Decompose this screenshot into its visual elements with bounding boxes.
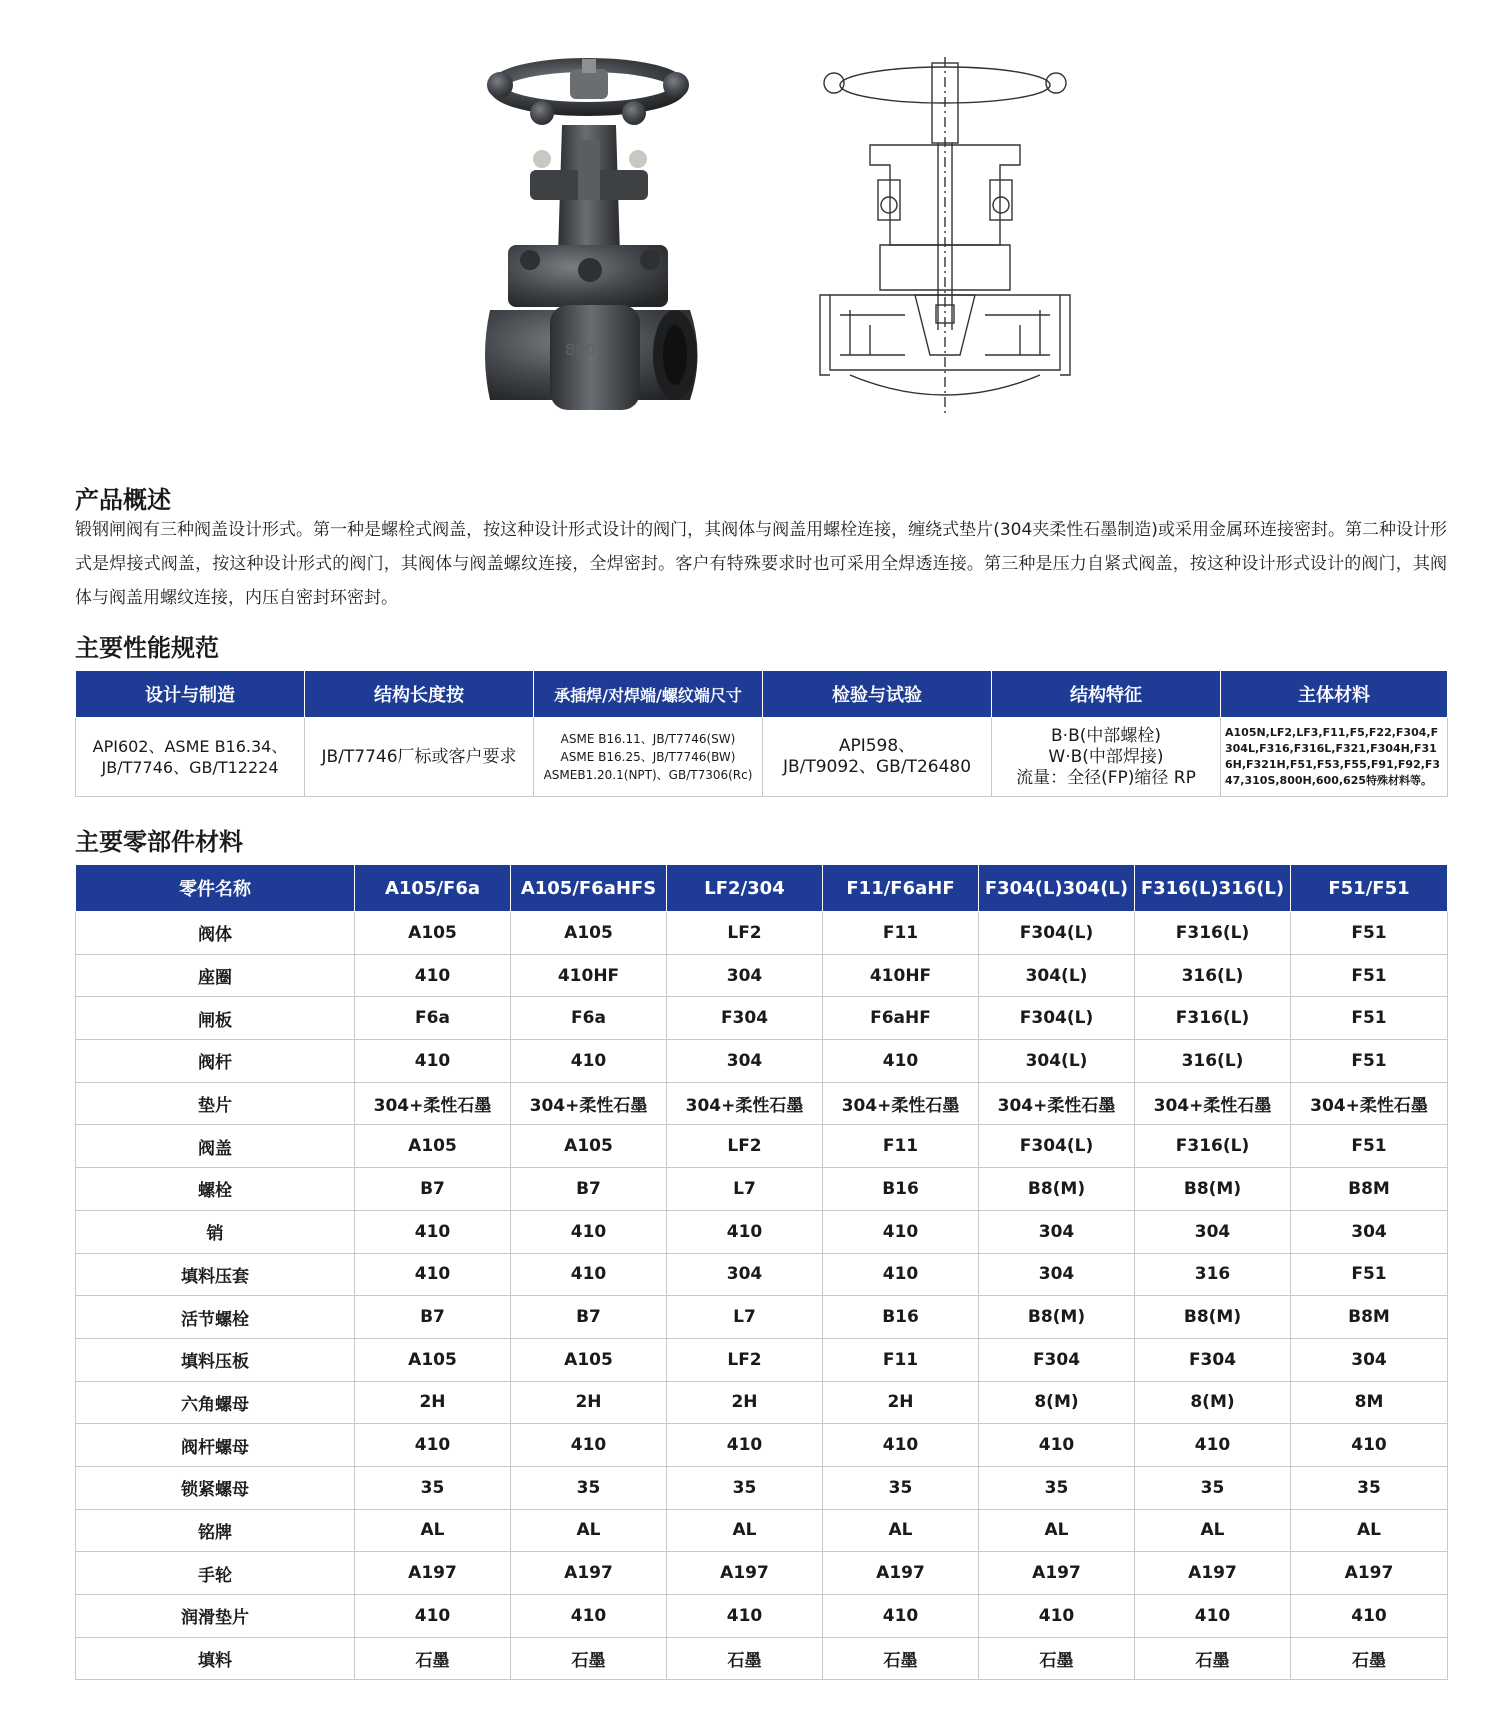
overview-title: 产品概述 <box>75 486 171 514</box>
material-cell: 8(M) <box>1135 1381 1291 1424</box>
table-row <box>76 1552 1448 1595</box>
material-cell: 石墨 <box>1135 1637 1291 1680</box>
material-cell: 35 <box>511 1466 667 1509</box>
material-cell: 304 <box>1291 1210 1448 1253</box>
material-cell: 石墨 <box>979 1637 1135 1680</box>
material-cell: B8(M) <box>1135 1168 1291 1211</box>
table-row <box>76 1168 1448 1211</box>
material-cell: 410 <box>355 1424 511 1467</box>
material-cell: 35 <box>667 1466 823 1509</box>
material-cell: 石墨 <box>823 1637 979 1680</box>
materials-header-col: LF2/304 <box>667 865 823 912</box>
perf-ends-line: ASME B16.25、JB/T7746(BW) <box>560 750 736 764</box>
materials-header-col: A105/F6aHFS <box>511 865 667 912</box>
material-cell: 410 <box>1291 1424 1448 1467</box>
material-cell: 316 <box>1135 1253 1291 1296</box>
material-cell: A197 <box>1135 1552 1291 1595</box>
material-cell: 35 <box>1135 1466 1291 1509</box>
material-cell: 35 <box>979 1466 1135 1509</box>
material-cell: 410 <box>355 1595 511 1638</box>
perf-features-line: 流量：全径(FP)缩径 RP <box>1016 767 1196 788</box>
material-cell: 石墨 <box>511 1637 667 1680</box>
material-cell: 410 <box>979 1595 1135 1638</box>
material-cell: F11 <box>823 1125 979 1168</box>
table-row <box>76 1466 1448 1509</box>
materials-table <box>75 864 1448 1680</box>
material-cell: 石墨 <box>1291 1637 1448 1680</box>
material-cell: F6aHF <box>823 997 979 1040</box>
material-cell: F51 <box>1291 997 1448 1040</box>
table-row <box>76 1338 1448 1381</box>
table-row <box>76 1381 1448 1424</box>
perf-header-design: 设计与制造 <box>76 671 305 718</box>
table-row <box>76 1253 1448 1296</box>
performance-row <box>76 718 1448 797</box>
material-cell: 410 <box>823 1253 979 1296</box>
material-cell: 304+柔性石墨 <box>355 1082 511 1125</box>
material-cell: 2H <box>355 1381 511 1424</box>
material-cell: 304+柔性石墨 <box>979 1082 1135 1125</box>
material-cell: 410 <box>667 1424 823 1467</box>
part-name-cell: 手轮 <box>76 1552 355 1595</box>
perf-design-line: JB/T7746、GB/T12224 <box>101 758 279 777</box>
material-cell: F304 <box>1135 1338 1291 1381</box>
material-cell: F11 <box>823 1338 979 1381</box>
material-cell: A197 <box>979 1552 1135 1595</box>
part-name-cell: 阀杆 <box>76 1040 355 1083</box>
material-cell: AL <box>511 1509 667 1552</box>
material-cell: 304+柔性石墨 <box>1291 1082 1448 1125</box>
material-cell: 8M <box>1291 1381 1448 1424</box>
material-cell: A197 <box>355 1552 511 1595</box>
materials-header-col: F11/F6aHF <box>823 865 979 912</box>
part-name-cell: 填料压套 <box>76 1253 355 1296</box>
materials-header-col: F51/F51 <box>1291 865 1448 912</box>
perf-testing <box>763 718 992 797</box>
material-cell: 410 <box>355 1210 511 1253</box>
material-cell: 410 <box>511 1210 667 1253</box>
material-cell: 304 <box>1135 1210 1291 1253</box>
material-cell: B7 <box>511 1168 667 1211</box>
material-cell: AL <box>667 1509 823 1552</box>
table-row <box>76 1082 1448 1125</box>
part-name-cell: 六角螺母 <box>76 1381 355 1424</box>
perf-design <box>76 718 305 797</box>
material-cell: F304(L) <box>979 997 1135 1040</box>
material-cell: B7 <box>355 1168 511 1211</box>
material-cell: F51 <box>1291 1253 1448 1296</box>
material-cell: 410 <box>667 1595 823 1638</box>
material-cell: 35 <box>1291 1466 1448 1509</box>
material-cell: A105 <box>511 912 667 955</box>
material-cell: F51 <box>1291 1125 1448 1168</box>
perf-header-features: 结构特征 <box>992 671 1221 718</box>
material-cell: F304 <box>667 997 823 1040</box>
perf-header-ends: 承插焊/对焊端/螺纹端尺寸 <box>534 671 763 718</box>
material-cell: AL <box>823 1509 979 1552</box>
performance-title: 主要性能规范 <box>75 634 219 662</box>
table-row <box>76 1637 1448 1680</box>
material-cell: 8(M) <box>979 1381 1135 1424</box>
table-row <box>76 954 1448 997</box>
material-cell: A197 <box>823 1552 979 1595</box>
material-cell: 304 <box>979 1253 1135 1296</box>
material-cell: 410 <box>511 1424 667 1467</box>
perf-header-length: 结构长度按 <box>305 671 534 718</box>
part-name-cell: 阀盖 <box>76 1125 355 1168</box>
material-cell: A105 <box>355 1125 511 1168</box>
table-row <box>76 997 1448 1040</box>
material-cell: 410HF <box>823 954 979 997</box>
material-cell: F304 <box>979 1338 1135 1381</box>
material-cell: 35 <box>355 1466 511 1509</box>
part-name-cell: 螺栓 <box>76 1168 355 1211</box>
material-cell: B8M <box>1291 1296 1448 1339</box>
material-cell: F6a <box>511 997 667 1040</box>
perf-ends-line: ASME B16.11、JB/T7746(SW) <box>560 732 736 746</box>
material-cell: 410HF <box>511 954 667 997</box>
part-name-cell: 闸板 <box>76 997 355 1040</box>
material-cell: F51 <box>1291 954 1448 997</box>
material-cell: 304 <box>667 1040 823 1083</box>
material-cell: 410 <box>667 1210 823 1253</box>
material-cell: LF2 <box>667 1125 823 1168</box>
material-cell: AL <box>355 1509 511 1552</box>
material-cell: 410 <box>823 1595 979 1638</box>
material-cell: 304 <box>979 1210 1135 1253</box>
material-cell: 304+柔性石墨 <box>511 1082 667 1125</box>
material-cell: AL <box>1291 1509 1448 1552</box>
part-name-cell: 锁紧螺母 <box>76 1466 355 1509</box>
material-cell: A197 <box>667 1552 823 1595</box>
material-cell: 410 <box>1135 1595 1291 1638</box>
material-cell: 410 <box>979 1424 1135 1467</box>
material-cell: 410 <box>1135 1424 1291 1467</box>
performance-header-row <box>76 671 1448 718</box>
part-name-cell: 填料压板 <box>76 1338 355 1381</box>
material-cell: B16 <box>823 1296 979 1339</box>
material-cell: AL <box>1135 1509 1291 1552</box>
material-cell: F11 <box>823 912 979 955</box>
material-cell: B8(M) <box>979 1296 1135 1339</box>
material-cell: A197 <box>1291 1552 1448 1595</box>
material-cell: 304+柔性石墨 <box>823 1082 979 1125</box>
materials-title: 主要零部件材料 <box>75 828 243 856</box>
perf-features-line: B·B(中部螺栓) <box>1051 725 1161 746</box>
material-cell: LF2 <box>667 1338 823 1381</box>
material-cell: 304(L) <box>979 1040 1135 1083</box>
part-name-cell: 座圈 <box>76 954 355 997</box>
material-cell: 石墨 <box>667 1637 823 1680</box>
table-row <box>76 1125 1448 1168</box>
material-cell: 2H <box>511 1381 667 1424</box>
part-name-cell: 垫片 <box>76 1082 355 1125</box>
material-cell: B16 <box>823 1168 979 1211</box>
material-cell: 410 <box>511 1253 667 1296</box>
material-cell: 410 <box>823 1040 979 1083</box>
material-cell: 石墨 <box>355 1637 511 1680</box>
material-cell: 410 <box>823 1210 979 1253</box>
material-cell: A105 <box>511 1125 667 1168</box>
material-cell: A105 <box>355 1338 511 1381</box>
part-name-cell: 润滑垫片 <box>76 1595 355 1638</box>
material-cell: 410 <box>823 1424 979 1467</box>
material-cell: 304 <box>1291 1338 1448 1381</box>
perf-design-line: API602、ASME B16.34、 <box>92 737 288 756</box>
material-cell: B8(M) <box>979 1168 1135 1211</box>
material-cell: 410 <box>1291 1595 1448 1638</box>
perf-testing-line: JB/T9092、GB/T26480 <box>782 757 972 777</box>
valve-section-drawing <box>810 55 1080 445</box>
materials-header-part: 零件名称 <box>76 865 355 912</box>
material-cell: F304(L) <box>979 912 1135 955</box>
materials-body <box>76 912 1448 1680</box>
table-row <box>76 1296 1448 1339</box>
material-cell: B8(M) <box>1135 1296 1291 1339</box>
table-row <box>76 912 1448 955</box>
perf-features-line: W·B(中部焊接) <box>1048 746 1164 767</box>
overview-text: 锻钢闸阀有三种阀盖设计形式。第一种是螺栓式阀盖，按这种设计形式设计的阀门，其阀体与阀盖用螺栓连接，缠绕式垫片(304夹柔性石墨制造)或采用金属环连接密封。第二种设计形式是焊接式阀盖，按这种设计形式的阀门，其阀体与阀盖螺纹连接，全焊密封。客户有特殊要求时也可采用全焊透连接。第三种是压力自紧式阀盖，按这种设计形式设计的阀门，其阀体与阀盖用螺纹连接，内压自密封环密封。 <box>75 520 1447 608</box>
perf-header-material: 主体材料 <box>1221 671 1448 718</box>
material-cell: F51 <box>1291 1040 1448 1083</box>
material-cell: 304 <box>667 1253 823 1296</box>
material-cell: F316(L) <box>1135 1125 1291 1168</box>
material-cell: B7 <box>511 1296 667 1339</box>
material-cell: 304+柔性石墨 <box>1135 1082 1291 1125</box>
performance-table <box>75 670 1448 797</box>
material-cell: 2H <box>667 1381 823 1424</box>
material-cell: 304(L) <box>979 954 1135 997</box>
perf-length: JB/T7746厂标或客户要求 <box>305 718 534 797</box>
table-row <box>76 1210 1448 1253</box>
valve-photo <box>470 55 740 455</box>
table-row <box>76 1595 1448 1638</box>
material-cell: F51 <box>1291 912 1448 955</box>
table-row <box>76 1509 1448 1552</box>
material-cell: LF2 <box>667 912 823 955</box>
material-cell: 316(L) <box>1135 1040 1291 1083</box>
materials-header-row <box>76 865 1448 912</box>
material-cell: 410 <box>355 954 511 997</box>
material-cell: 410 <box>511 1040 667 1083</box>
perf-features <box>992 718 1221 797</box>
material-cell: 304 <box>667 954 823 997</box>
part-name-cell: 销 <box>76 1210 355 1253</box>
material-cell: 2H <box>823 1381 979 1424</box>
material-cell: A105 <box>355 912 511 955</box>
material-cell: F316(L) <box>1135 912 1291 955</box>
perf-ends <box>534 718 763 797</box>
table-row <box>76 1040 1448 1083</box>
svg-text:800: 800 <box>565 340 596 359</box>
material-cell: L7 <box>667 1296 823 1339</box>
material-cell: L7 <box>667 1168 823 1211</box>
table-row <box>76 1424 1448 1467</box>
material-cell: 304+柔性石墨 <box>667 1082 823 1125</box>
material-cell: 410 <box>355 1040 511 1083</box>
material-cell: 410 <box>355 1253 511 1296</box>
material-cell: A105 <box>511 1338 667 1381</box>
material-cell: 316(L) <box>1135 954 1291 997</box>
perf-ends-line: ASMEB1.20.1(NPT)、GB/T7306(Rc) <box>543 768 753 782</box>
material-cell: B7 <box>355 1296 511 1339</box>
material-cell: F6a <box>355 997 511 1040</box>
part-name-cell: 阀杆螺母 <box>76 1424 355 1467</box>
material-cell: F316(L) <box>1135 997 1291 1040</box>
part-name-cell: 活节螺栓 <box>76 1296 355 1339</box>
materials-header-col: F304(L)304(L) <box>979 865 1135 912</box>
perf-header-testing: 检验与试验 <box>763 671 992 718</box>
material-cell: AL <box>979 1509 1135 1552</box>
material-cell: A197 <box>511 1552 667 1595</box>
materials-header-col: A105/F6a <box>355 865 511 912</box>
material-cell: F304(L) <box>979 1125 1135 1168</box>
part-name-cell: 阀体 <box>76 912 355 955</box>
material-cell: B8M <box>1291 1168 1448 1211</box>
part-name-cell: 铭牌 <box>76 1509 355 1552</box>
material-cell: 410 <box>511 1595 667 1638</box>
materials-header-col: F316(L)316(L) <box>1135 865 1291 912</box>
part-name-cell: 填料 <box>76 1637 355 1680</box>
material-cell: 35 <box>823 1466 979 1509</box>
perf-material: A105N,LF2,LF3,F11,F5,F22,F304,F304L,F316,F316L,F321,F304H,F316H,F321H,F51,F53,F55,F91,F92,F347,310S,800H,600,625特殊材料等。 <box>1221 718 1448 797</box>
perf-testing-line: API598、 <box>838 736 916 756</box>
